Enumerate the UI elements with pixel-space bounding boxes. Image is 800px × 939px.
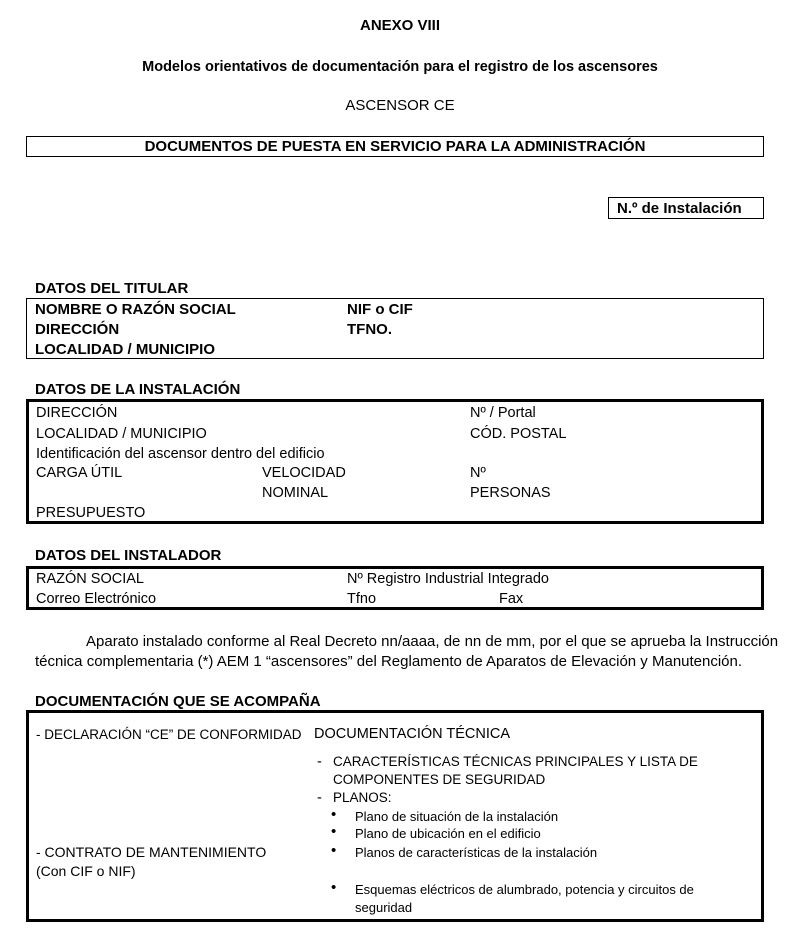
bullet-icon: • — [331, 823, 337, 840]
instalador-fax-label: Fax — [499, 591, 524, 607]
titular-box — [26, 298, 764, 359]
titular-phone-label: TFNO. — [347, 321, 392, 338]
instalacion-address-label: DIRECCIÓN — [36, 405, 118, 421]
instalacion-ident-label: Identificación del ascensor dentro del edificio — [36, 446, 325, 462]
document-subtitle: Modelos orientativos de documentación para el registro de los ascensores — [142, 59, 658, 75]
titular-address-label: DIRECCIÓN — [35, 321, 120, 338]
titular-name-label: NOMBRE O RAZÓN SOCIAL — [35, 301, 236, 318]
instalacion-speed-label: VELOCIDAD — [262, 465, 346, 481]
compliance-paragraph-line2: técnica complementaria (*) AEM 1 “ascensores” del Reglamento de Aparatos de Elevación y Manutención. — [35, 653, 743, 670]
instalador-registry-label: Nº Registro Industrial Integrado — [347, 571, 549, 587]
instalacion-heading: DATOS DE LA INSTALACIÓN — [35, 381, 241, 398]
instalacion-load-label: CARGA ÚTIL — [36, 465, 123, 481]
doc-dash-2: - — [317, 790, 322, 806]
doc-electrical-schemes-2: seguridad — [355, 900, 413, 915]
instalador-email-label: Correo Electrónico — [36, 591, 157, 607]
installation-number-box — [608, 197, 764, 219]
doc-plan-situation: Plano de situación de la instalación — [355, 809, 559, 824]
title-box — [26, 136, 764, 157]
doc-electrical-schemes: Esquemas eléctricos de alumbrado, potencia y circuitos de — [355, 882, 694, 897]
instalacion-budget-label: PRESUPUESTO — [36, 505, 146, 521]
instalador-phone-label: Tfno — [347, 591, 377, 607]
titular-nif-label: NIF o CIF — [347, 301, 413, 318]
instalacion-persons-label: Nº — [470, 465, 486, 481]
doc-plan-location: Plano de ubicación en el edificio — [355, 826, 541, 841]
instalacion-persons-label-2: PERSONAS — [470, 485, 551, 501]
annex-title: ANEXO VIII — [359, 17, 441, 34]
doc-maintenance-contract: - CONTRATO DE MANTENIMIENTO — [36, 844, 267, 860]
bullet-icon: • — [331, 879, 337, 896]
instalacion-portal-label: Nº / Portal — [470, 405, 536, 421]
compliance-paragraph-line1: Aparato instalado conforme al Real Decreto nn/aaaa, de nn de mm, por el que se aprueba la Instrucción — [86, 633, 779, 650]
documentacion-box — [26, 710, 764, 922]
titular-heading: DATOS DEL TITULAR — [35, 280, 189, 297]
instalador-heading: DATOS DEL INSTALADOR — [35, 547, 222, 564]
doc-plan-characteristics: Planos de características de la instalación — [355, 845, 598, 860]
installation-number-label: N.º de Instalación — [617, 200, 742, 217]
instalacion-locality-label: LOCALIDAD / MUNICIPIO — [36, 426, 207, 442]
title-box-text: DOCUMENTOS DE PUESTA EN SERVICIO PARA LA ADMINISTRACIÓN — [144, 138, 646, 155]
doc-plans-label: PLANOS: — [333, 790, 392, 805]
instalacion-speed-label-2: NOMINAL — [262, 485, 329, 501]
doc-technical-characteristics: CARACTERÍSTICAS TÉCNICAS PRINCIPALES Y LISTA DE — [333, 754, 698, 769]
doc-maintenance-contract-note: (Con CIF o NIF) — [36, 863, 136, 879]
titular-locality-label: LOCALIDAD / MUNICIPIO — [35, 341, 215, 358]
instalador-name-label: RAZÓN SOCIAL — [36, 571, 144, 587]
doc-declaration: - DECLARACIÓN “CE” DE CONFORMIDAD — [36, 727, 302, 742]
elevator-type: ASCENSOR CE — [345, 97, 455, 114]
bullet-icon: • — [331, 806, 337, 823]
instalacion-postal-label: CÓD. POSTAL — [470, 426, 567, 442]
documentacion-heading: DOCUMENTACIÓN QUE SE ACOMPAÑA — [35, 693, 321, 710]
doc-technical-heading: DOCUMENTACIÓN TÉCNICA — [314, 726, 511, 742]
doc-dash-1: - — [317, 754, 322, 770]
instalador-box — [26, 566, 764, 610]
doc-technical-characteristics-2: COMPONENTES DE SEGURIDAD — [333, 772, 546, 787]
instalacion-box — [26, 399, 764, 524]
bullet-icon: • — [331, 842, 337, 859]
